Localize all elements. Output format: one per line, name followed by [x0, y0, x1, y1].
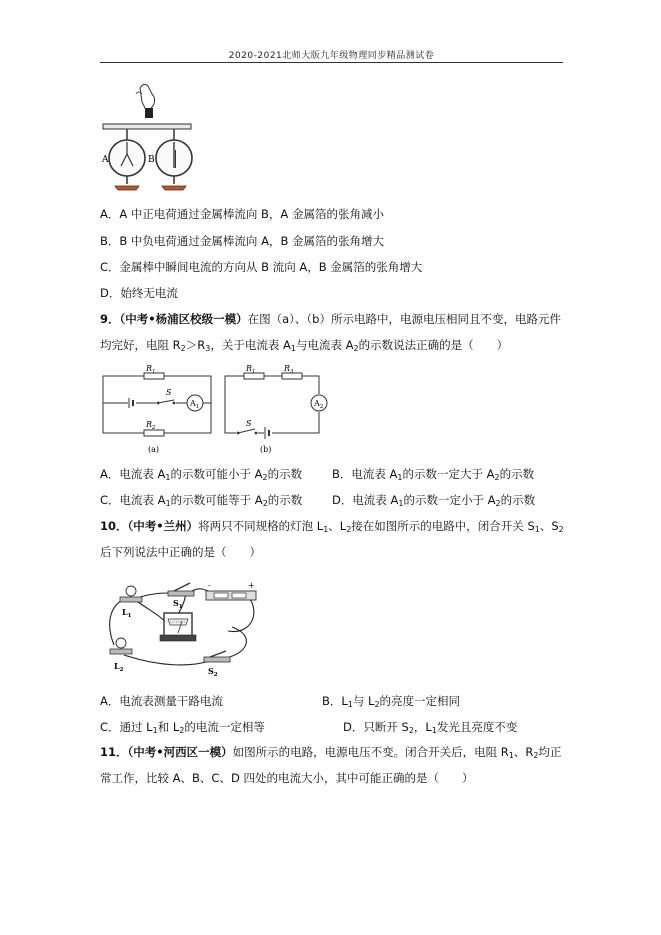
q9b-meter-label: $A_2$	[314, 399, 324, 410]
q9-stem2-pre: 均完好，电阻 R	[100, 338, 181, 352]
q11-source: （中考•河西区一模）	[127, 745, 233, 759]
q10-s2-label: $S_2$	[208, 666, 218, 678]
q9-stem-line1	[100, 311, 561, 327]
electroscope-label-b: B	[148, 155, 155, 165]
q10-option-a: A．电流表测量干路电流	[100, 694, 223, 708]
q9b-r3-label: $R_3$	[284, 364, 294, 375]
electroscope-label-a: A	[102, 155, 109, 165]
q10-option-d: D．只断开 $S_2$，$L_1$发光且亮度不变	[343, 720, 518, 735]
q9-stem2-mid2: 与电流表 A	[295, 338, 354, 352]
q10-number: 10．	[100, 519, 128, 533]
q10-plus-label: +	[248, 581, 255, 590]
q8-option-c: C．金属棒中瞬间电流的方向从 B 流向 A，B 金属箔的张角增大	[100, 260, 423, 274]
q9-stem2-end: 的示数说法正确的是（ ）	[358, 338, 509, 352]
q9-circuit-b	[222, 364, 332, 456]
q8-option-d: D．始终无电流	[100, 286, 178, 300]
q10-source: （中考•兰州）	[127, 519, 199, 533]
q8-option-b: B．B 中负电荷通过金属棒流向 A，B 金属箔的张角增大	[100, 234, 384, 248]
q9a-meter-label: $A_1$	[190, 399, 200, 410]
q9-source: （中考•杨浦区校级一模）	[119, 312, 248, 326]
header-rule	[100, 62, 563, 63]
q9-stem2-mid: ，关于电流表 A	[210, 338, 291, 352]
q11-stem-line1: 11．（中考•河西区一模）如图所示的电路，电源电压不变。闭合开关后，电阻 $R_1$、$R_2$均正	[100, 745, 562, 760]
q9-number: 9．	[100, 312, 120, 326]
q9b-caption: (b)	[260, 445, 272, 454]
q9-option-b: B．电流表 $A_1$的示数一定大于 $A_2$的示数	[332, 467, 535, 482]
q9a-r2-label: $R_2$	[146, 420, 156, 431]
q9b-r1-label: $R_1$	[246, 364, 256, 375]
q9-gt: ＞R	[185, 338, 206, 352]
q11-number: 11．	[100, 745, 128, 759]
q10-s1-label: $S_1$	[173, 598, 183, 610]
q10-l2-label: $L_2$	[114, 661, 124, 673]
q9-r2-sub: 2	[180, 344, 186, 353]
q9-a2-sub: 2	[353, 344, 359, 353]
electroscope-figure	[100, 80, 200, 195]
q10-minus-label: -	[208, 581, 211, 590]
q9a-r1-label: $R_1$	[146, 364, 156, 375]
q11-stem-line2: 常工作，比较 A、B、C、D 四处的电流大小，其中可能正确的是（ ）	[100, 771, 474, 785]
q9-a1-sub: 1	[290, 344, 296, 353]
q10-l1-label: $L_1$	[122, 607, 132, 619]
q9-stem-line2	[100, 337, 508, 353]
page-header: 2020-2021北师大版九年级物理同步精品测试卷	[228, 51, 435, 61]
q9-option-c: C．电流表 $A_1$的示数可能等于 $A_2$的示数	[100, 493, 303, 508]
q9-option-d: D．电流表 $A_1$的示数一定小于 $A_2$的示数	[332, 493, 536, 508]
q10-stem-line2: 后下列说法中正确的是（ ）	[100, 545, 261, 559]
q10-stem-line1: 10．（中考•兰州）将两只不同规格的灯泡 $L_1$、$L_2$接在如图所示的电路中，闭合开关 $S_1$、$S_2$	[100, 519, 564, 534]
q8-option-a: A．A 中正电荷通过金属棒流向 B，A 金属箔的张角减小	[100, 207, 384, 221]
q9a-caption: (a)	[148, 445, 160, 454]
q9-option-a: A．电流表 $A_1$的示数可能小于 $A_2$的示数	[100, 467, 303, 482]
q9b-s-label: S	[246, 419, 252, 428]
q9-r3-sub: 3	[205, 344, 211, 353]
q10-option-c: C．通过 $L_1$和 $L_2$的电流一定相等	[100, 720, 265, 735]
q9-stem1: 在图（a）、（b）所示电路中，电源电压相同且不变，电路元件	[247, 312, 561, 326]
q10-circuit-figure	[100, 575, 260, 680]
q9a-s-label: S	[166, 388, 172, 397]
q9-circuit-a	[100, 364, 214, 456]
q10-option-b: B．$L_1$与 $L_2$的亮度一定相同	[322, 694, 461, 709]
